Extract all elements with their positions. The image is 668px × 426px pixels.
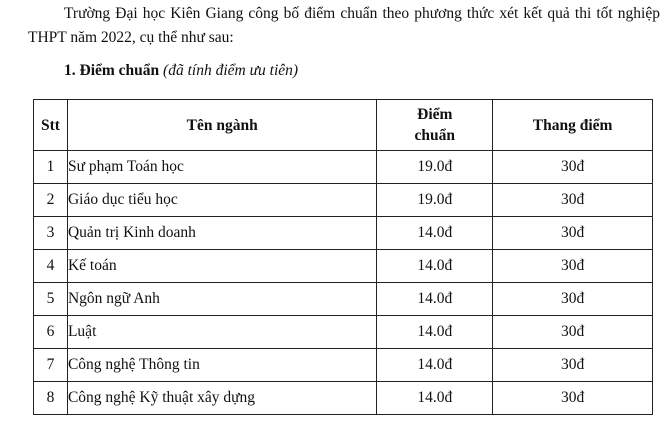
cell-score: 14.0đ [377, 250, 493, 283]
cell-name: Ngôn ngữ Anh [67, 283, 376, 316]
cell-stt: 5 [34, 283, 68, 316]
header-name: Tên ngành [67, 100, 376, 151]
table-row [34, 283, 653, 316]
cell-stt: 3 [34, 217, 68, 250]
cell-stt: 8 [34, 382, 68, 415]
table-row [34, 382, 653, 415]
cell-scale: 30đ [493, 250, 653, 283]
admission-scores-table [33, 99, 653, 415]
table-row [34, 250, 653, 283]
cell-stt: 1 [34, 151, 68, 184]
header-stt: Stt [34, 100, 68, 151]
cell-scale: 30đ [493, 382, 653, 415]
cell-scale: 30đ [493, 151, 653, 184]
cell-score: 14.0đ [377, 316, 493, 349]
table-row [34, 151, 653, 184]
cell-name: Sư phạm Toán học [67, 151, 376, 184]
table-row [34, 184, 653, 217]
cell-score: 14.0đ [377, 217, 493, 250]
cell-scale: 30đ [493, 283, 653, 316]
cell-score: 19.0đ [377, 151, 493, 184]
header-score-line2: chuẩn [414, 127, 456, 144]
cell-stt: 4 [34, 250, 68, 283]
header-score-line1: Điểm [417, 106, 453, 123]
cell-scale: 30đ [493, 217, 653, 250]
cell-name: Công nghệ Kỹ thuật xây dựng [67, 382, 376, 415]
cell-score: 14.0đ [377, 283, 493, 316]
cell-name: Quản trị Kinh doanh [67, 217, 376, 250]
cell-scale: 30đ [493, 349, 653, 382]
cell-name: Kế toán [67, 250, 376, 283]
intro-paragraph: Trường Đại học Kiên Giang công bố điểm chuẩn theo phương thức xét kết quả thi tốt nghiệp THPT năm 2022, cụ thể như sau: [28, 5, 660, 46]
section-title: 1. Điểm chuẩn [64, 62, 160, 79]
table-row [34, 349, 653, 382]
header-score [377, 100, 493, 151]
cell-stt: 6 [34, 316, 68, 349]
cell-stt: 2 [34, 184, 68, 217]
cell-name: Luật [67, 316, 376, 349]
cell-name: Công nghệ Thông tin [67, 349, 376, 382]
cell-score: 19.0đ [377, 184, 493, 217]
cell-name: Giáo dục tiểu học [67, 184, 376, 217]
section-note: (đã tính điểm ưu tiên) [163, 62, 299, 79]
section-heading [64, 62, 298, 80]
cell-score: 14.0đ [377, 382, 493, 415]
header-scale: Thang điểm [493, 100, 653, 151]
cell-scale: 30đ [493, 316, 653, 349]
table-header-row [34, 100, 653, 151]
cell-score: 14.0đ [377, 349, 493, 382]
cell-scale: 30đ [493, 184, 653, 217]
cell-stt: 7 [34, 349, 68, 382]
table-row [34, 316, 653, 349]
table-row [34, 217, 653, 250]
